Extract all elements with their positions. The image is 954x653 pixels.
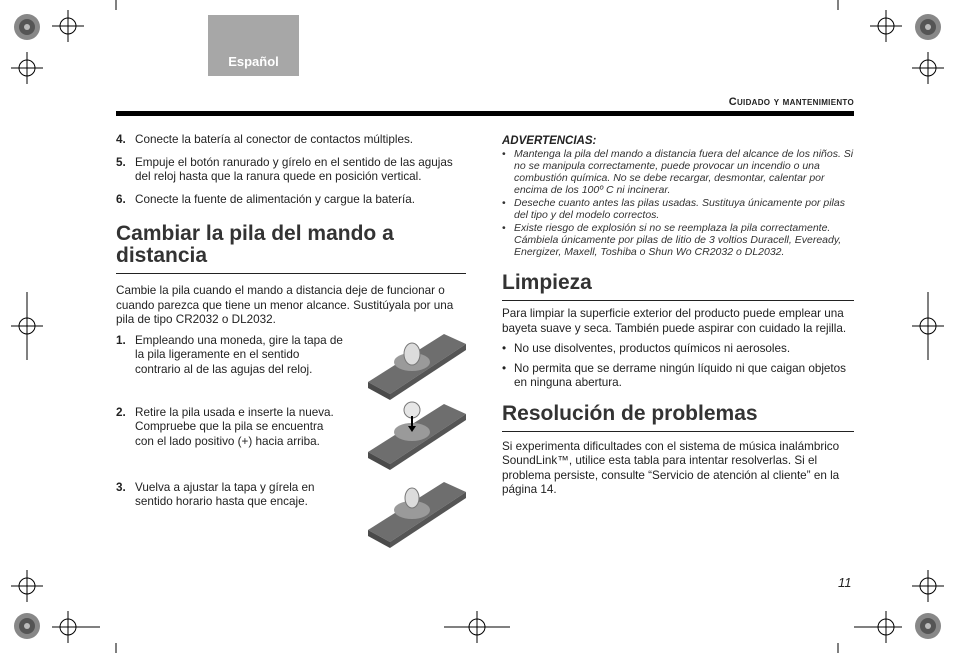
list-item: [116, 406, 344, 473]
step-text: Vuelva a ajustar la tapa y gírela en sentido horario hasta que encaje.: [135, 480, 315, 508]
registration-mark-icon: [11, 52, 43, 84]
step-text: Empleando una moneda, gire la tapa de la pila ligeramente en el sentido contrario al de las agujas del reloj.: [135, 333, 343, 376]
step-text: Conecte la batería al conector de contactos múltiples.: [135, 133, 414, 146]
step-number: 5.: [116, 155, 126, 169]
bullet-text: No permita que se derrame ningún líquido ni que caigan objetos en ninguna abertura.: [514, 361, 847, 389]
language-tab-label: Español: [228, 54, 279, 69]
step-number: 6.: [116, 192, 126, 206]
list-item: [116, 156, 466, 185]
cleaning-intro: Para limpiar la superficie exterior del producto puede emplear una bayeta suave y seca. También puede aspirar con cuidado la rejilla.: [502, 307, 847, 335]
bullet: •: [502, 361, 507, 375]
warning-item: [502, 197, 854, 221]
warning-text: Existe riesgo de explosión si no se reemplaza la pila correctamente. Cámbiela únicamente por pilas de litio de 3 voltios Duracell, Eveready, Energizer, Maxell, Toshiba o Shun Wo CR2032 o DL2032.: [514, 222, 842, 258]
registration-mark-icon: [11, 570, 43, 602]
warning-item: [502, 222, 854, 258]
list-item: [116, 193, 466, 208]
header-rule: [116, 111, 854, 116]
step-number: 4.: [116, 133, 126, 146]
language-tab: [208, 15, 299, 76]
list-item: [502, 342, 854, 357]
registration-mark-icon: [912, 52, 944, 84]
step-number: 1.: [116, 333, 126, 347]
color-calibration-disc-icon: [915, 14, 941, 40]
list-item: [116, 133, 466, 148]
battery-intro: Cambie la pila cuando el mando a distancia deje de funcionar o cuando parezca que tiene un menor alcance. Sustitúyala por una pila de tipo CR2032 o DL2032.: [116, 284, 454, 326]
remote-control-illustration: [362, 478, 472, 550]
right-column: [502, 135, 854, 498]
cleaning-heading: Limpieza: [502, 272, 854, 301]
registration-mark-icon: [870, 10, 902, 42]
bullet: •: [502, 148, 506, 160]
warnings-title: ADVERTENCIAS:: [502, 135, 597, 147]
color-calibration-disc-icon: [14, 613, 40, 639]
color-calibration-disc-icon: [14, 14, 40, 40]
battery-heading: Cambiar la pila del mando a distancia: [116, 223, 466, 274]
registration-mark-icon: [912, 292, 944, 360]
list-item: [502, 362, 854, 391]
step-text: Empuje el botón ranurado y gírelo en el sentido de las agujas del reloj hasta que la ranura quede en posición vertical.: [135, 155, 453, 183]
step-text: Conecte la fuente de alimentación y cargue la batería.: [135, 192, 416, 206]
troubleshooting-text: Si experimenta dificultades con el sistema de música inalámbrico SoundLink™, utilice esta tabla para intentar resolverlas. Si el problema persiste, consulte “Servicio de atención al cliente” en la página 14.: [502, 439, 840, 496]
step-number: 2.: [116, 405, 126, 419]
warning-text: Deseche cuanto antes las pilas usadas. Sustituya únicamente por pilas del tipo y del modelo correctos.: [514, 197, 845, 221]
step-text: Retire la pila usada e inserte la nueva. Compruebe que la pila se encuentra con el lado positivo (+) hacia arriba.: [135, 405, 334, 448]
remote-control-illustration: [362, 330, 472, 402]
bullet-text: No use disolventes, productos químicos ni aerosoles.: [514, 342, 791, 355]
troubleshooting-heading: Resolución de problemas: [502, 403, 854, 432]
list-item: [116, 334, 344, 398]
page-number: 11: [838, 575, 852, 590]
registration-mark-icon: [52, 10, 84, 42]
bullet: •: [502, 222, 506, 234]
warning-item: [502, 148, 854, 196]
warning-text: Mantenga la pila del mando a distancia fuera del alcance de los niños. Si no se manipula correctamente, puede provocar un incendio o una combustión química. No se debe recargar, desmontar, calentar por encima de los 100º C ni incinerar.: [514, 148, 854, 196]
registration-mark-icon: [912, 570, 944, 602]
bullet: •: [502, 342, 507, 355]
registration-mark-icon: [854, 611, 902, 643]
step-number: 3.: [116, 480, 126, 494]
list-item: [116, 481, 344, 510]
registration-mark-icon: [11, 292, 43, 360]
registration-mark-icon: [444, 611, 510, 643]
bullet: •: [502, 197, 506, 209]
color-calibration-disc-icon: [915, 613, 941, 639]
registration-mark-icon: [52, 611, 100, 643]
remote-control-illustration: [362, 400, 472, 472]
section-header: Cuidado y mantenimiento: [728, 96, 854, 108]
